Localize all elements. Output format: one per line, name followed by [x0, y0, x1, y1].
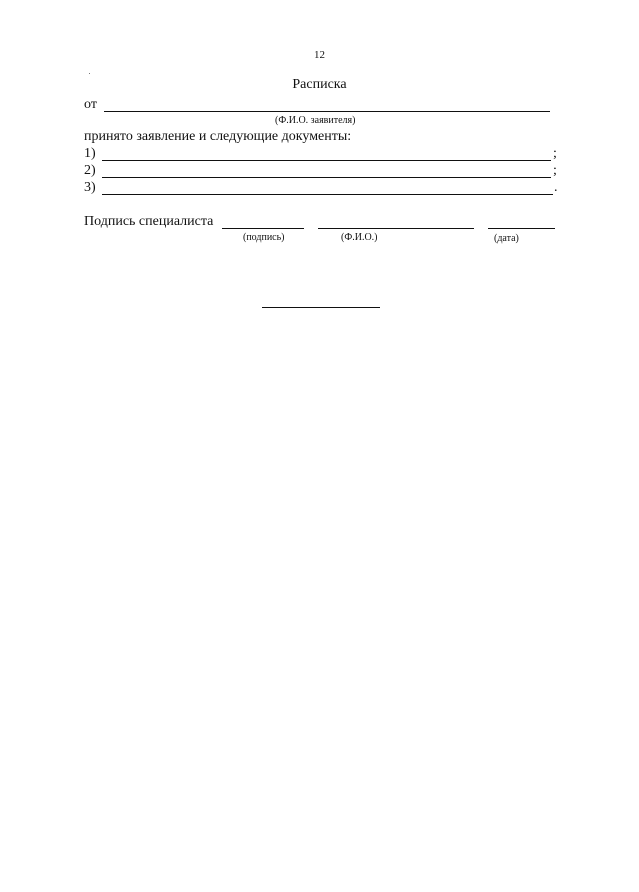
accepted-documents-text: принято заявление и следующие документы:	[84, 129, 352, 144]
date-line	[488, 228, 555, 229]
document-1-line	[102, 160, 551, 161]
document-1-number: 1)	[84, 146, 96, 161]
end-separator	[262, 307, 380, 308]
document-2-end: ;	[553, 163, 557, 178]
scan-dot	[89, 73, 90, 74]
signature-caption: (подпись)	[243, 232, 285, 243]
document-2-number: 2)	[84, 163, 96, 178]
document-3-number: 3)	[84, 180, 96, 195]
specialist-name-caption: (Ф.И.О.)	[341, 232, 378, 243]
from-label: от	[84, 97, 97, 112]
applicant-name-line	[104, 111, 550, 112]
signature-label: Подпись специалиста	[84, 214, 214, 229]
applicant-name-caption: (Ф.И.О. заявителя)	[275, 115, 356, 126]
document-2-line	[102, 177, 551, 178]
document-title: Расписка	[292, 77, 347, 92]
document-3-line	[102, 194, 553, 195]
document-1-end: ;	[553, 146, 557, 161]
signature-line	[222, 228, 304, 229]
date-caption: (дата)	[494, 233, 519, 244]
document-3-end: .	[554, 180, 558, 195]
page-number: 12	[314, 49, 325, 61]
specialist-name-line	[318, 228, 474, 229]
